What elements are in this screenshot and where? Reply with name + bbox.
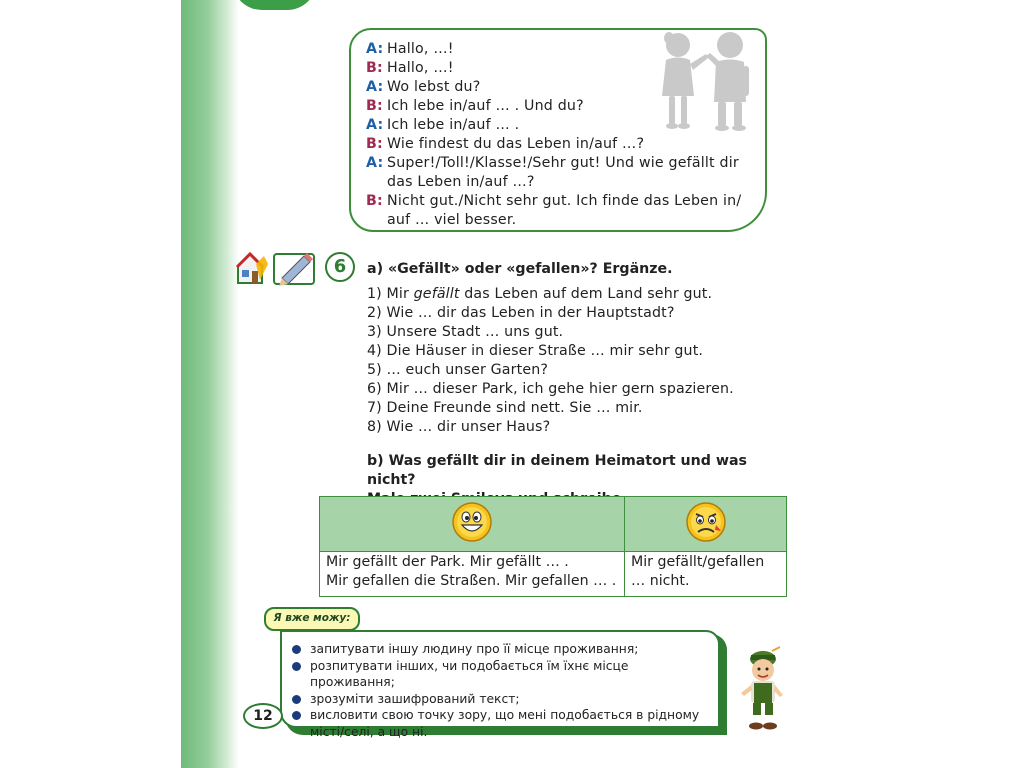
- speaker-label: A:: [366, 41, 384, 57]
- dialogue-text: Nicht gut./Nicht sehr gut. Ich finde das Leben in/: [387, 193, 742, 209]
- table-row: [320, 552, 787, 597]
- smiley-table: [319, 496, 787, 597]
- table-cell: [320, 497, 625, 552]
- exercise-number: 6: [325, 252, 355, 282]
- dialogue-line: [366, 135, 758, 154]
- boy-character-icon: [736, 645, 788, 731]
- exercise-items: [367, 285, 734, 437]
- dialogue-text: Ich lebe in/auf … . Und du?: [387, 98, 584, 114]
- children-silhouette-icon: [656, 28, 756, 132]
- list-item: розпитувати інших, чи подобається їм їхнє місце проживання;: [291, 658, 715, 691]
- item-answer-example: gefällt: [413, 286, 460, 302]
- table-cell-line: Mir gefällt der Park. Mir gefällt … .: [326, 554, 569, 570]
- table-cell-line: … nicht.: [631, 573, 690, 589]
- dialogue-continuation: auf … viel besser.: [387, 212, 517, 228]
- top-tab-decoration: [232, 0, 317, 10]
- dialogue-text: Hallo, …!: [387, 60, 454, 76]
- dialogue-line: [366, 192, 758, 211]
- happy-smiley-icon: [451, 501, 493, 543]
- pencil-icon: [274, 253, 314, 286]
- list-item: 7) Deine Freunde sind nett. Sie … mir.: [367, 400, 643, 416]
- dialogue-text: Wo lebst du?: [387, 79, 481, 95]
- speaker-label: A:: [366, 117, 384, 133]
- page-number: 12: [243, 703, 283, 729]
- speaker-label: B:: [366, 193, 383, 209]
- list-item: 2) Wie … dir das Leben in der Hauptstadt?: [367, 305, 675, 321]
- dialogue-text: Super!/Toll!/Klasse!/Sehr gut! Und wie gefällt dir: [387, 155, 739, 171]
- list-item: запитувати іншу людину про її місце проживання;: [291, 641, 715, 658]
- table-cell: [625, 552, 787, 597]
- dialogue-line: [366, 154, 758, 173]
- item-text-end: das Leben auf dem Land sehr gut.: [459, 286, 713, 302]
- exercise-task-a: a) «Gefällt» oder «gefallen»? Ergänze.: [367, 261, 673, 277]
- table-cell: [625, 497, 787, 552]
- list-item: 4) Die Häuser in dieser Straße … mir sehr gut.: [367, 343, 704, 359]
- can-do-title: Я вже можу:: [264, 607, 360, 631]
- can-do-list: [291, 641, 715, 740]
- list-item: 5) … euch unser Garten?: [367, 362, 549, 378]
- task-b-line: b) Was gefällt dir in deinem Heimatort und was nicht?: [367, 453, 747, 488]
- list-item: зрозуміти зашифрований текст;: [291, 691, 715, 708]
- speaker-label: B:: [366, 98, 383, 114]
- left-margin: [0, 0, 181, 768]
- speaker-label: B:: [366, 136, 383, 152]
- dialogue-text: Ich lebe in/auf … .: [387, 117, 520, 133]
- speaker-label: A:: [366, 155, 384, 171]
- list-item: висловити свою точку зору, що мені подобається в рідному місті/селі, а що ні.: [291, 707, 715, 740]
- table-cell-line: Mir gefällt/gefallen: [631, 554, 765, 570]
- exercise-icons: [234, 250, 324, 286]
- dialogue-text: Hallo, …!: [387, 41, 454, 57]
- dialogue-text: Wie findest du das Leben in/auf …?: [387, 136, 645, 152]
- page-green-border: [181, 0, 239, 768]
- list-item: 3) Unsere Stadt … uns gut.: [367, 324, 564, 340]
- house-icon: [237, 254, 268, 283]
- dialogue-continuation: das Leben in/auf …?: [387, 174, 535, 190]
- item-text: 1) Mir: [367, 286, 414, 302]
- table-cell: [320, 552, 625, 597]
- speaker-label: B:: [366, 60, 383, 76]
- table-cell-line: Mir gefallen die Straßen. Mir gefallen … .: [326, 573, 617, 589]
- angry-smiley-icon: [685, 501, 727, 543]
- list-item: 8) Wie … dir unser Haus?: [367, 419, 551, 435]
- list-item: 6) Mir … dieser Park, ich gehe hier gern spazieren.: [367, 381, 734, 397]
- speaker-label: A:: [366, 79, 384, 95]
- list-item: [367, 285, 734, 304]
- table-row: [320, 497, 787, 552]
